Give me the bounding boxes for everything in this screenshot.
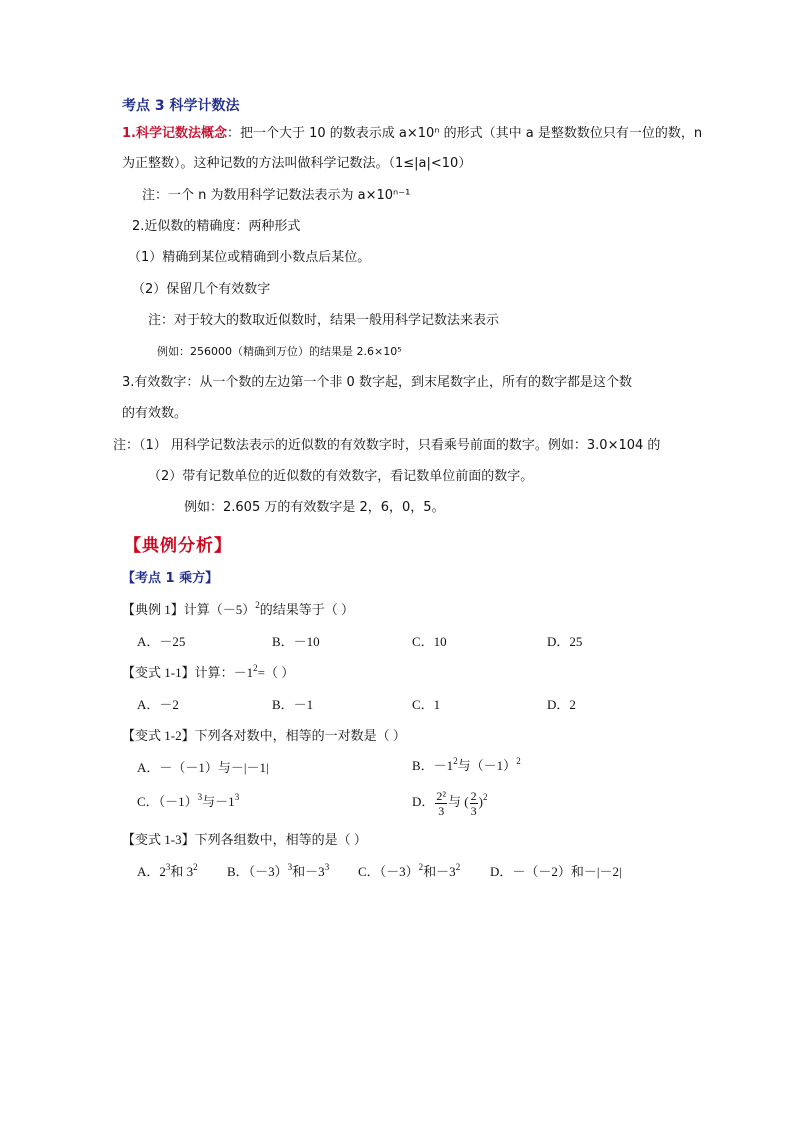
exponent: 3 <box>165 862 171 872</box>
option-b: B．－1 <box>272 697 314 712</box>
option-c: C．1 <box>412 697 441 712</box>
question-text: 的结果等于（ ） <box>259 602 355 617</box>
question-label: 【变式 1-3】 <box>122 832 195 847</box>
analysis-heading: 【典例分析】 <box>124 536 232 556</box>
question-text: 计算：－1 <box>194 665 254 680</box>
question-text: 下列各对数中，相等的一对数是（ ） <box>194 728 406 743</box>
question-1 <box>122 600 354 620</box>
question-text: 计算（－5） <box>183 602 256 617</box>
option-text: 和－3 <box>292 864 325 879</box>
note-1: 注：一个 n 为数用科学记数法表示为 a×10ⁿ⁻¹ <box>142 188 411 203</box>
exponent: 2 <box>418 862 424 872</box>
fraction-numerator: 2 <box>470 788 477 803</box>
question-text: =（ ） <box>257 665 295 680</box>
option-a: A．－（－1）与－|－1| <box>137 760 269 775</box>
option-c: C．10 <box>412 634 447 649</box>
option-text: 和 3 <box>170 864 194 879</box>
fraction-numerator: 2² <box>436 788 446 803</box>
exponent: 3 <box>287 862 293 872</box>
fraction <box>435 789 447 818</box>
fraction <box>470 789 478 818</box>
option-b <box>227 862 329 882</box>
option-c <box>137 792 239 812</box>
option-d: D．－（－2）和－|－2| <box>490 864 622 879</box>
option-b: B．－10 <box>272 634 320 649</box>
option-d: D．25 <box>547 634 583 649</box>
question-label: 【变式 1-2】 <box>122 728 195 743</box>
exponent: 3 <box>324 862 330 872</box>
precision-item-1: （1）精确到某位或精确到小数点后某位。 <box>128 250 371 265</box>
note-3-item-2: （2）带有记数单位的近似数的有效数字，看记数单位前面的数字。 <box>148 469 534 484</box>
option-text: C．（－3） <box>358 864 419 879</box>
option-text: D． <box>412 794 435 809</box>
option-d <box>412 786 487 818</box>
option-b <box>412 756 521 776</box>
concept-paragraph-line1 <box>122 124 702 144</box>
fraction-denominator: 3 <box>438 803 445 818</box>
note-2: 注：对于较大的数取近似数时，结果一般用科学记数法来表示 <box>148 313 500 328</box>
note-3-item-1: 注：（1） 用科学记数法表示的近似数的有效数字时，只看乘号前面的数字。例如：3.0×104 的 <box>113 438 661 453</box>
fraction-denominator: 3 <box>470 803 477 818</box>
question-2 <box>122 663 294 683</box>
exponent: 2 <box>453 756 458 766</box>
exponent: 2 <box>255 600 260 610</box>
question-4 <box>122 830 367 850</box>
option-text: 和－3 <box>423 864 456 879</box>
option-a: A．－2 <box>137 697 179 712</box>
option-text: A．2 <box>137 864 166 879</box>
section-title: 考点 3 科学计数法 <box>122 98 240 114</box>
example-1: 例如：256000（精确到万位）的结果是 2.6×10⁵ <box>157 345 402 358</box>
exponent: 3 <box>234 792 240 802</box>
option-text: C．（－1） <box>137 794 198 809</box>
exponent: 2 <box>253 663 258 673</box>
question-3 <box>122 726 406 746</box>
precision-item-2: （2）保留几个有效数字 <box>132 282 271 297</box>
question-text: 下列各组数中，相等的是（ ） <box>194 832 367 847</box>
option-text: 与 ( <box>448 794 469 809</box>
concept-paragraph-line2: 为正整数）。这种记数的方法叫做科学记数法。（1≤|a|<10） <box>122 156 472 171</box>
option-text: ) <box>478 794 483 809</box>
concept-text: ：把一个大于 10 的数表示成 a×10ⁿ 的形式（其中 a 是整数数位只有一位的数，n <box>226 126 703 141</box>
precision-heading: 2.近似数的精确度：两种形式 <box>132 219 301 234</box>
option-text: 与－1 <box>202 794 235 809</box>
exponent: 2 <box>482 792 488 802</box>
exponent: 2 <box>193 862 198 872</box>
significant-figures-line1: 3.有效数字：从一个数的左边第一个非 0 数字起，到末尾数字止，所有的数字都是这个数 <box>122 375 632 390</box>
option-text: 与（－1） <box>457 758 517 773</box>
significant-figures-line2: 的有效数。 <box>122 406 188 421</box>
example-2: 例如：2.605 万的有效数字是 2，6，0，5。 <box>184 500 445 515</box>
option-text: B．（－3） <box>227 864 288 879</box>
concept-label: 1.科学记数法概念 <box>122 126 227 141</box>
option-d: D．2 <box>547 697 576 712</box>
exponent: 3 <box>197 792 203 802</box>
exponent: 2 <box>516 756 521 766</box>
question-label: 【典例 1】 <box>122 602 184 617</box>
option-c <box>358 862 460 882</box>
option-a <box>137 862 198 882</box>
exponent: 2 <box>455 862 461 872</box>
option-text: B．－1 <box>412 758 454 773</box>
question-label: 【变式 1-1】 <box>122 665 195 680</box>
option-a: A．－25 <box>137 634 186 649</box>
point1-title: 【考点 1 乘方】 <box>122 571 219 586</box>
